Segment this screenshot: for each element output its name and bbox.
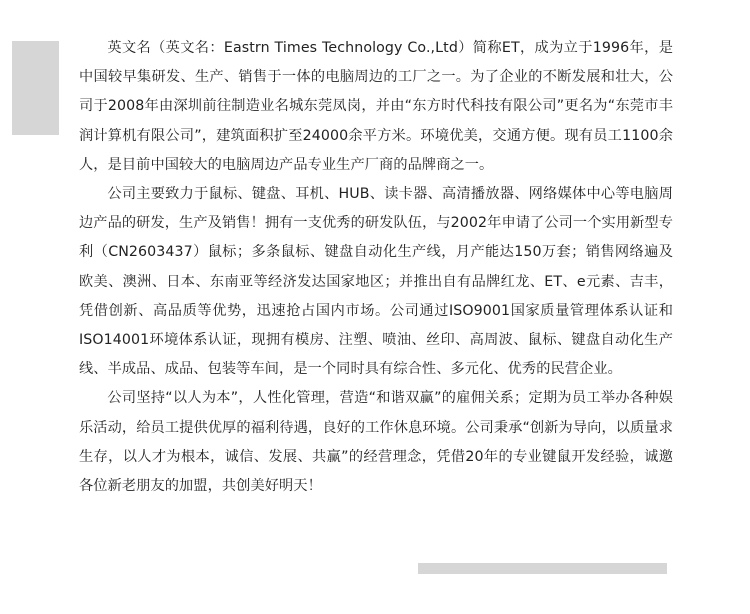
intro-paragraph: 英文名（英文名：Eastrn Times Technology Co.,Ltd）简称ET，成为立于1996年，是中国较早集研发、生产、销售于一体的电脑周边的工厂之一。为了企业的不断发展和壮大，公司于2008年由深圳前往制造业名城东莞凤岗，并由“东方时代科技有限公司”更名为“东莞市丰润计算机有限公司”，建筑面积扩至24000余平方米。环境优美，交通方便。现有员工1100余人，是目前中国较大的电脑周边产品专业生产厂商的品牌商之一。 — [79, 40, 673, 173]
culture-paragraph: 公司坚持“以人为本”，人性化管理，营造“和谐双赢”的雇佣关系；定期为员工举办各种娱乐活动，给员工提供优厚的福利待遇，良好的工作休息环境。公司秉承“创新为导向，以质量求生存，以人才为根本，诚信、发展、共赢”的经营理念，凭借20年的专业键鼠开发经验，诚邀各位新老朋友的加盟，共创美好明天！ — [79, 390, 673, 495]
company-profile-article — [79, 34, 673, 501]
decorative-side-block — [12, 41, 59, 135]
business-paragraph: 公司主要致力于鼠标、键盘、耳机、HUB、读卡器、高清播放器、网络媒体中心等电脑周边产品的研发，生产及销售！拥有一支优秀的研发队伍，与2002年申请了公司一个实用新型专利（CN2603437）鼠标；多条鼠标、键盘自动化生产线，月产能达150万套；销售网络遍及欧美、澳洲、日本、东南亚等经济发达国家地区；并推出自有品牌红龙、ET、e元素、吉丰，凭借创新、高品质等优势，迅速抢占国内市场。公司通过ISO9001国家质量管理体系认证和ISO14001环境体系认证，现拥有模房、注塑、喷油、丝印、高周波、鼠标、键盘自动化生产线、半成品、成品、包装等车间，是一个同时具有综合性、多元化、优秀的民营企业。 — [79, 186, 673, 378]
decorative-bottom-bar — [418, 563, 667, 574]
